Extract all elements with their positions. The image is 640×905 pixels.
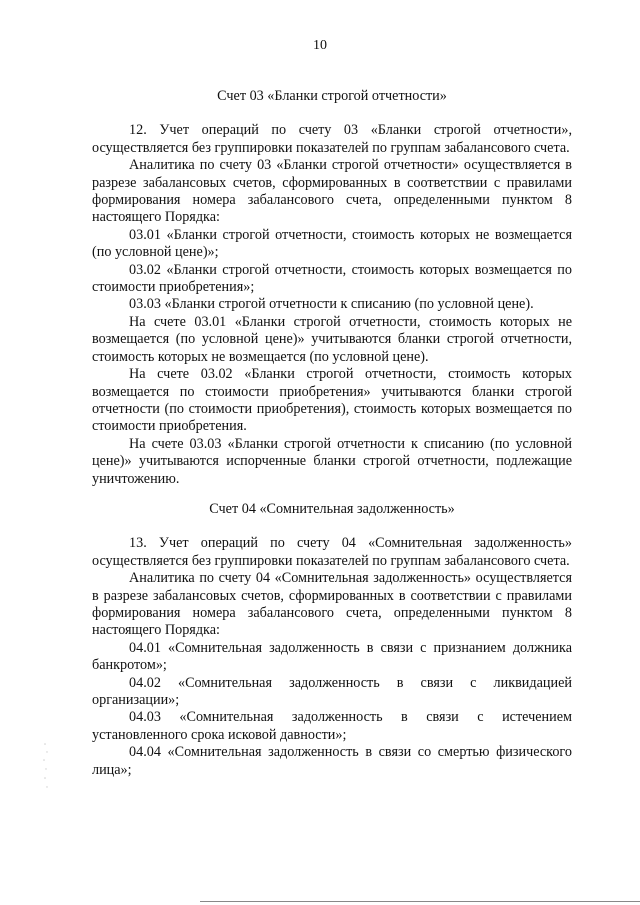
list-item: 04.04 «Сомнительная задолженность в связи со смертью физического лица»; [92, 744, 572, 778]
paragraph: На счете 03.03 «Бланки строгой отчетности к списанию (по условной цене)» учитываются испорченные бланки строгой отчетности, подлежащие уничтожению. [92, 435, 572, 487]
list-item: 03.03 «Бланки строгой отчетности к списанию (по условной цене). [129, 296, 534, 313]
list-item: 04.03 «Сомнительная задолженность в связи с истечением установленного срока исковой давности»; [92, 709, 572, 743]
paragraph: На счете 03.02 «Бланки строгой отчетности, стоимость которых возмещается по стоимости приобретения» учитываются бланки строгой отчетности (по стоимости приобретения), стоимость которых возмещается по стоимости приобретения. [92, 366, 572, 435]
list-item: 03.01 «Бланки строгой отчетности, стоимость которых не возмещается (по условной цене)»; [92, 226, 572, 261]
paragraph: На счете 03.01 «Бланки строгой отчетности, стоимость которых не возмещается (по условной цене)» учитываются бланки строгой отчетности, стоимость которых не возмещается (по условной цене). [92, 313, 572, 365]
paragraph: 12. Учет операций по счету 03 «Бланки строгой отчетности», осуществляется без группировки показателей по группам забалансового счета. [92, 122, 572, 156]
document-body [92, 88, 572, 779]
section-heading-03: Счет 03 «Бланки строгой отчетности» [217, 88, 447, 104]
list-item: 03.02 «Бланки строгой отчетности, стоимость которых возмещается по стоимости приобретения»; [92, 261, 572, 296]
scan-artifact [42, 740, 50, 795]
paragraph: Аналитика по счету 04 «Сомнительная задолженность» осуществляется в разрезе забалансовых счетов, сформированных в соответствии с правилами формирования номера забалансового счета, определенными пунктом 8 настоящего Порядка: [92, 570, 572, 639]
paragraph: 13. Учет операций по счету 04 «Сомнительная задолженность» осуществляется без группировки показателей по группам забалансового счета. [92, 535, 572, 569]
list-item: 04.02 «Сомнительная задолженность в связи с ликвидацией организации»; [92, 674, 572, 708]
paragraph: Аналитика по счету 03 «Бланки строгой отчетности» осуществляется в разрезе забалансовых счетов, сформированных в соответствии с правилами формирования номера забалансового счета, определенными пунктом 8 настоящего Порядка: [92, 157, 572, 226]
list-item: 04.01 «Сомнительная задолженность в связи с признанием должника банкротом»; [92, 639, 572, 674]
section-heading-04: Счет 04 «Сомнительная задолженность» [209, 500, 455, 517]
page-number: 10 [313, 38, 327, 53]
scan-edge-line [200, 901, 640, 902]
